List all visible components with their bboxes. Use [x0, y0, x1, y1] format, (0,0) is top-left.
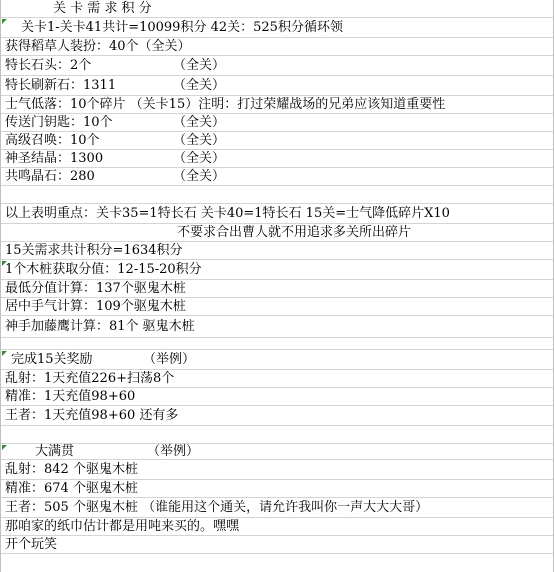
cell-text[interactable]: 最低分值计算：137个驱鬼木桩 [5, 281, 186, 296]
sheet-row[interactable] [1, 406, 553, 426]
cell-note[interactable]: （全关） [173, 151, 226, 166]
sheet-row[interactable] [1, 338, 553, 350]
cell-text[interactable]: 王者：505 个驱鬼木桩 （谁能用这个通关，请允许我叫你一声大大大哥） [5, 500, 429, 515]
cell-text[interactable]: 完成15关奖励 [11, 352, 93, 367]
sheet-row[interactable] [1, 388, 553, 406]
sheet-row[interactable] [1, 460, 553, 480]
sheet-row[interactable] [1, 498, 553, 518]
cell-note[interactable]: （全关） [173, 115, 226, 130]
comment-marker-icon [2, 445, 7, 450]
sheet-row[interactable] [1, 370, 553, 388]
sheet-row[interactable] [1, 260, 553, 280]
sheet-row[interactable] [1, 280, 553, 298]
cell-note[interactable]: （举例） [143, 352, 196, 367]
cell-text[interactable]: 传送门钥匙：10个 [5, 115, 113, 130]
sheet-row[interactable] [1, 76, 553, 96]
sheet-row[interactable] [1, 426, 553, 444]
cell-text[interactable]: 关卡1-关卡41共计=10099积分 42关：525积分循环领 [21, 20, 343, 35]
cell-text[interactable]: 以上表明重点：关卡35=1特长石 关卡40=1特长石 15关=士气降低碎片X10 [5, 206, 450, 221]
comment-marker-icon [2, 351, 7, 356]
sheet-row[interactable] [1, 96, 553, 114]
cell-text[interactable]: 乱射：1天充值226+扫荡8个 [5, 371, 175, 386]
cell-text[interactable]: 1个木桩获取分值：12-15-20积分 [5, 262, 202, 277]
sheet-row[interactable] [1, 204, 553, 224]
sheet-row[interactable] [1, 0, 553, 18]
cell-note[interactable]: （举例） [147, 444, 200, 459]
sheet-row[interactable] [1, 18, 553, 38]
cell-text[interactable]: 特长刷新石：1311 [5, 78, 117, 93]
cell-text[interactable]: 那咱家的纸巾估计都是用吨来买的。嘿嘿 [5, 519, 240, 534]
cell-text[interactable]: 乱射：842 个驱鬼木桩 [5, 462, 138, 477]
sheet-row[interactable] [1, 132, 553, 150]
sheet-row[interactable] [1, 38, 553, 56]
cell-text[interactable]: 15关需求共计积分=1634积分 [5, 243, 183, 258]
sheet-row[interactable] [1, 350, 553, 370]
cell-text[interactable]: 士气低落：10个碎片 （关卡15）注明：打过荣耀战场的兄弟应该知道重要性 [5, 97, 446, 112]
cell-text[interactable]: 大满贯 [35, 444, 75, 459]
sheet-row[interactable] [1, 168, 553, 186]
sheet-row[interactable] [1, 56, 553, 76]
sheet-row[interactable] [1, 536, 553, 554]
cell-note[interactable]: （全关） [173, 78, 226, 93]
sheet-row[interactable] [1, 518, 553, 536]
cell-text[interactable]: 精准：674 个驱鬼木桩 [5, 481, 138, 496]
cell-text[interactable]: 不要求合出曹人就不用追求多关所出碎片 [177, 225, 412, 240]
cell-text[interactable]: 神圣结晶：1300 [5, 151, 104, 166]
cell-text[interactable]: 开个玩笑 [5, 537, 58, 552]
sheet-row[interactable] [1, 186, 553, 204]
cell-text[interactable]: 高级召唤：10个 [5, 133, 100, 148]
cell-note[interactable]: （全关） [173, 169, 226, 184]
cell-text[interactable]: 居中手气计算：109个驱鬼木桩 [5, 299, 186, 314]
cell-text[interactable]: 精准：1天充值98+60 [5, 389, 136, 404]
sheet-row[interactable] [1, 298, 553, 316]
sheet-row[interactable] [1, 242, 553, 260]
sheet-row[interactable] [1, 444, 553, 460]
cell-text[interactable]: 关 卡 需 求 积 分 [53, 1, 152, 16]
cell-note[interactable]: （全关） [173, 58, 226, 73]
sheet-row[interactable] [1, 150, 553, 168]
cell-text[interactable]: 特长石头：2个 [5, 58, 92, 73]
cell-text[interactable]: 神手加藤鹰计算：81个 驱鬼木桩 [5, 319, 195, 334]
cell-text[interactable]: 获得稻草人装扮：40个（全关） [5, 39, 191, 54]
sheet-row[interactable] [1, 480, 553, 498]
cell-text[interactable]: 共鸣晶石：280 [5, 169, 95, 184]
comment-marker-icon [2, 19, 7, 24]
sheet-row[interactable] [1, 316, 553, 338]
sheet-row[interactable] [1, 224, 553, 242]
sheet-row[interactable] [1, 114, 553, 132]
cell-text[interactable]: 王者：1天充值98+60 还有多 [5, 408, 179, 423]
cell-note[interactable]: （全关） [173, 133, 226, 148]
